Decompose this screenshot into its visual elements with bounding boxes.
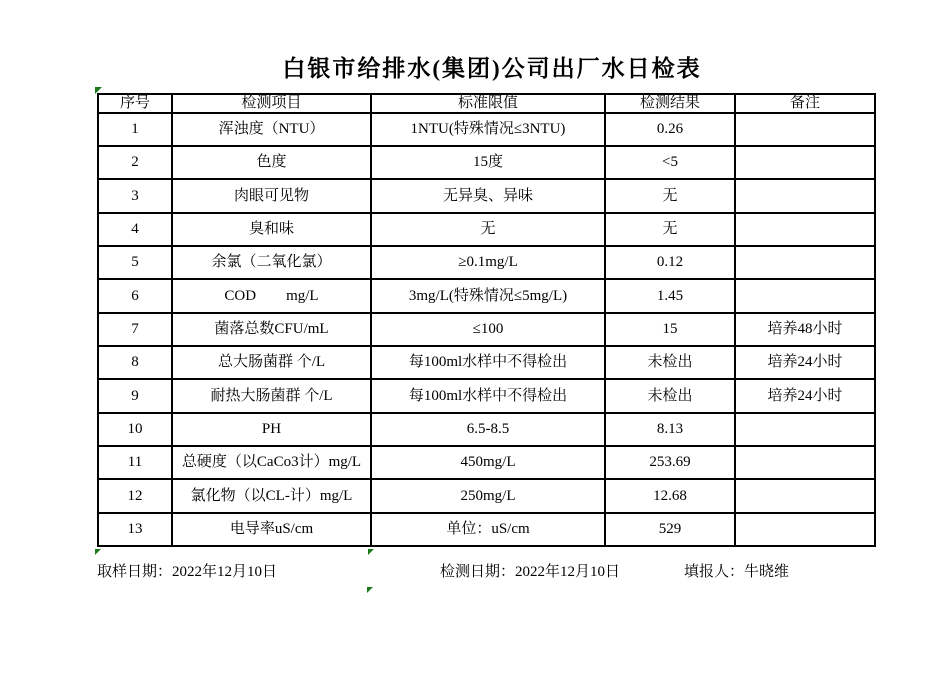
cell-limit: 每100ml水样中不得检出 <box>371 346 605 379</box>
cell-no: 2 <box>98 146 172 179</box>
cell-item: PH <box>172 413 371 446</box>
cell-result: 1.45 <box>605 279 735 312</box>
cell-item: 菌落总数CFU/mL <box>172 313 371 346</box>
cell-result: <5 <box>605 146 735 179</box>
cell-item: 浑浊度（NTU） <box>172 113 371 146</box>
inspection-table <box>97 93 876 547</box>
cell-result: 0.26 <box>605 113 735 146</box>
cell-result: 253.69 <box>605 446 735 479</box>
error-indicator-icon <box>95 549 101 555</box>
cell-note <box>735 213 875 246</box>
table-row <box>98 479 875 512</box>
cell-item: COD mg/L <box>172 279 371 312</box>
header-result: 检测结果 <box>605 94 735 113</box>
cell-limit: 3mg/L(特殊情况≤5mg/L) <box>371 279 605 312</box>
page-title: 白银市给排水(集团)公司出厂水日检表 <box>282 56 702 81</box>
cell-note <box>735 513 875 546</box>
cell-no: 1 <box>98 113 172 146</box>
table-row <box>98 279 875 312</box>
cell-no: 13 <box>98 513 172 546</box>
cell-note <box>735 179 875 212</box>
table-row <box>98 413 875 446</box>
cell-no: 7 <box>98 313 172 346</box>
cell-item: 余氯（二氧化氯） <box>172 246 371 279</box>
cell-no: 10 <box>98 413 172 446</box>
cell-no: 12 <box>98 479 172 512</box>
cell-limit: 无 <box>371 213 605 246</box>
cell-item: 色度 <box>172 146 371 179</box>
cell-note <box>735 146 875 179</box>
cell-no: 11 <box>98 446 172 479</box>
sample-date-label: 取样日期：2022年12月10日 <box>97 564 278 580</box>
table-row <box>98 446 875 479</box>
table-row <box>98 113 875 146</box>
cell-limit: ≥0.1mg/L <box>371 246 605 279</box>
footer <box>0 560 948 582</box>
cell-no: 3 <box>98 179 172 212</box>
test-date-label: 检测日期：2022年12月10日 <box>440 564 621 580</box>
cell-limit: 每100ml水样中不得检出 <box>371 379 605 412</box>
cell-item: 耐热大肠菌群 个/L <box>172 379 371 412</box>
cell-limit: 1NTU(特殊情况≤3NTU) <box>371 113 605 146</box>
cell-result: 12.68 <box>605 479 735 512</box>
table-row <box>98 146 875 179</box>
cell-item: 电导率uS/cm <box>172 513 371 546</box>
cell-note: 培养24小时 <box>735 379 875 412</box>
cell-result: 无 <box>605 179 735 212</box>
header-limit: 标准限值 <box>371 94 605 113</box>
table-row <box>98 379 875 412</box>
cell-note: 培养24小时 <box>735 346 875 379</box>
cell-note <box>735 279 875 312</box>
table-header-row <box>98 94 875 113</box>
table-row <box>98 179 875 212</box>
cell-item: 肉眼可见物 <box>172 179 371 212</box>
table-row <box>98 346 875 379</box>
cell-item: 总大肠菌群 个/L <box>172 346 371 379</box>
cell-result: 15 <box>605 313 735 346</box>
cell-result: 未检出 <box>605 346 735 379</box>
cell-limit: 250mg/L <box>371 479 605 512</box>
table-row <box>98 313 875 346</box>
header-note: 备注 <box>735 94 875 113</box>
header-item: 检测项目 <box>172 94 371 113</box>
cell-limit: 15度 <box>371 146 605 179</box>
cell-note <box>735 446 875 479</box>
cell-limit: 6.5-8.5 <box>371 413 605 446</box>
cell-no: 9 <box>98 379 172 412</box>
cell-no: 4 <box>98 213 172 246</box>
table-row <box>98 246 875 279</box>
cell-result: 未检出 <box>605 379 735 412</box>
cell-result: 无 <box>605 213 735 246</box>
cell-item: 氯化物（以CL-计）mg/L <box>172 479 371 512</box>
reporter-label: 填报人：牛晓维 <box>684 564 790 580</box>
cell-note <box>735 413 875 446</box>
cell-note <box>735 246 875 279</box>
cell-limit: 450mg/L <box>371 446 605 479</box>
cell-no: 6 <box>98 279 172 312</box>
cell-limit: ≤100 <box>371 313 605 346</box>
cell-item: 臭和味 <box>172 213 371 246</box>
cell-result: 529 <box>605 513 735 546</box>
error-indicator-icon <box>367 587 373 593</box>
cell-no: 5 <box>98 246 172 279</box>
cell-limit: 无异臭、异味 <box>371 179 605 212</box>
error-indicator-icon <box>368 549 374 555</box>
cell-result: 0.12 <box>605 246 735 279</box>
header-no: 序号 <box>98 94 172 113</box>
cell-limit: 单位：uS/cm <box>371 513 605 546</box>
cell-note <box>735 479 875 512</box>
table-row <box>98 213 875 246</box>
cell-note: 培养48小时 <box>735 313 875 346</box>
table-row <box>98 513 875 546</box>
cell-no: 8 <box>98 346 172 379</box>
cell-item: 总硬度（以CaCo3计）mg/L <box>172 446 371 479</box>
cell-result: 8.13 <box>605 413 735 446</box>
cell-note <box>735 113 875 146</box>
